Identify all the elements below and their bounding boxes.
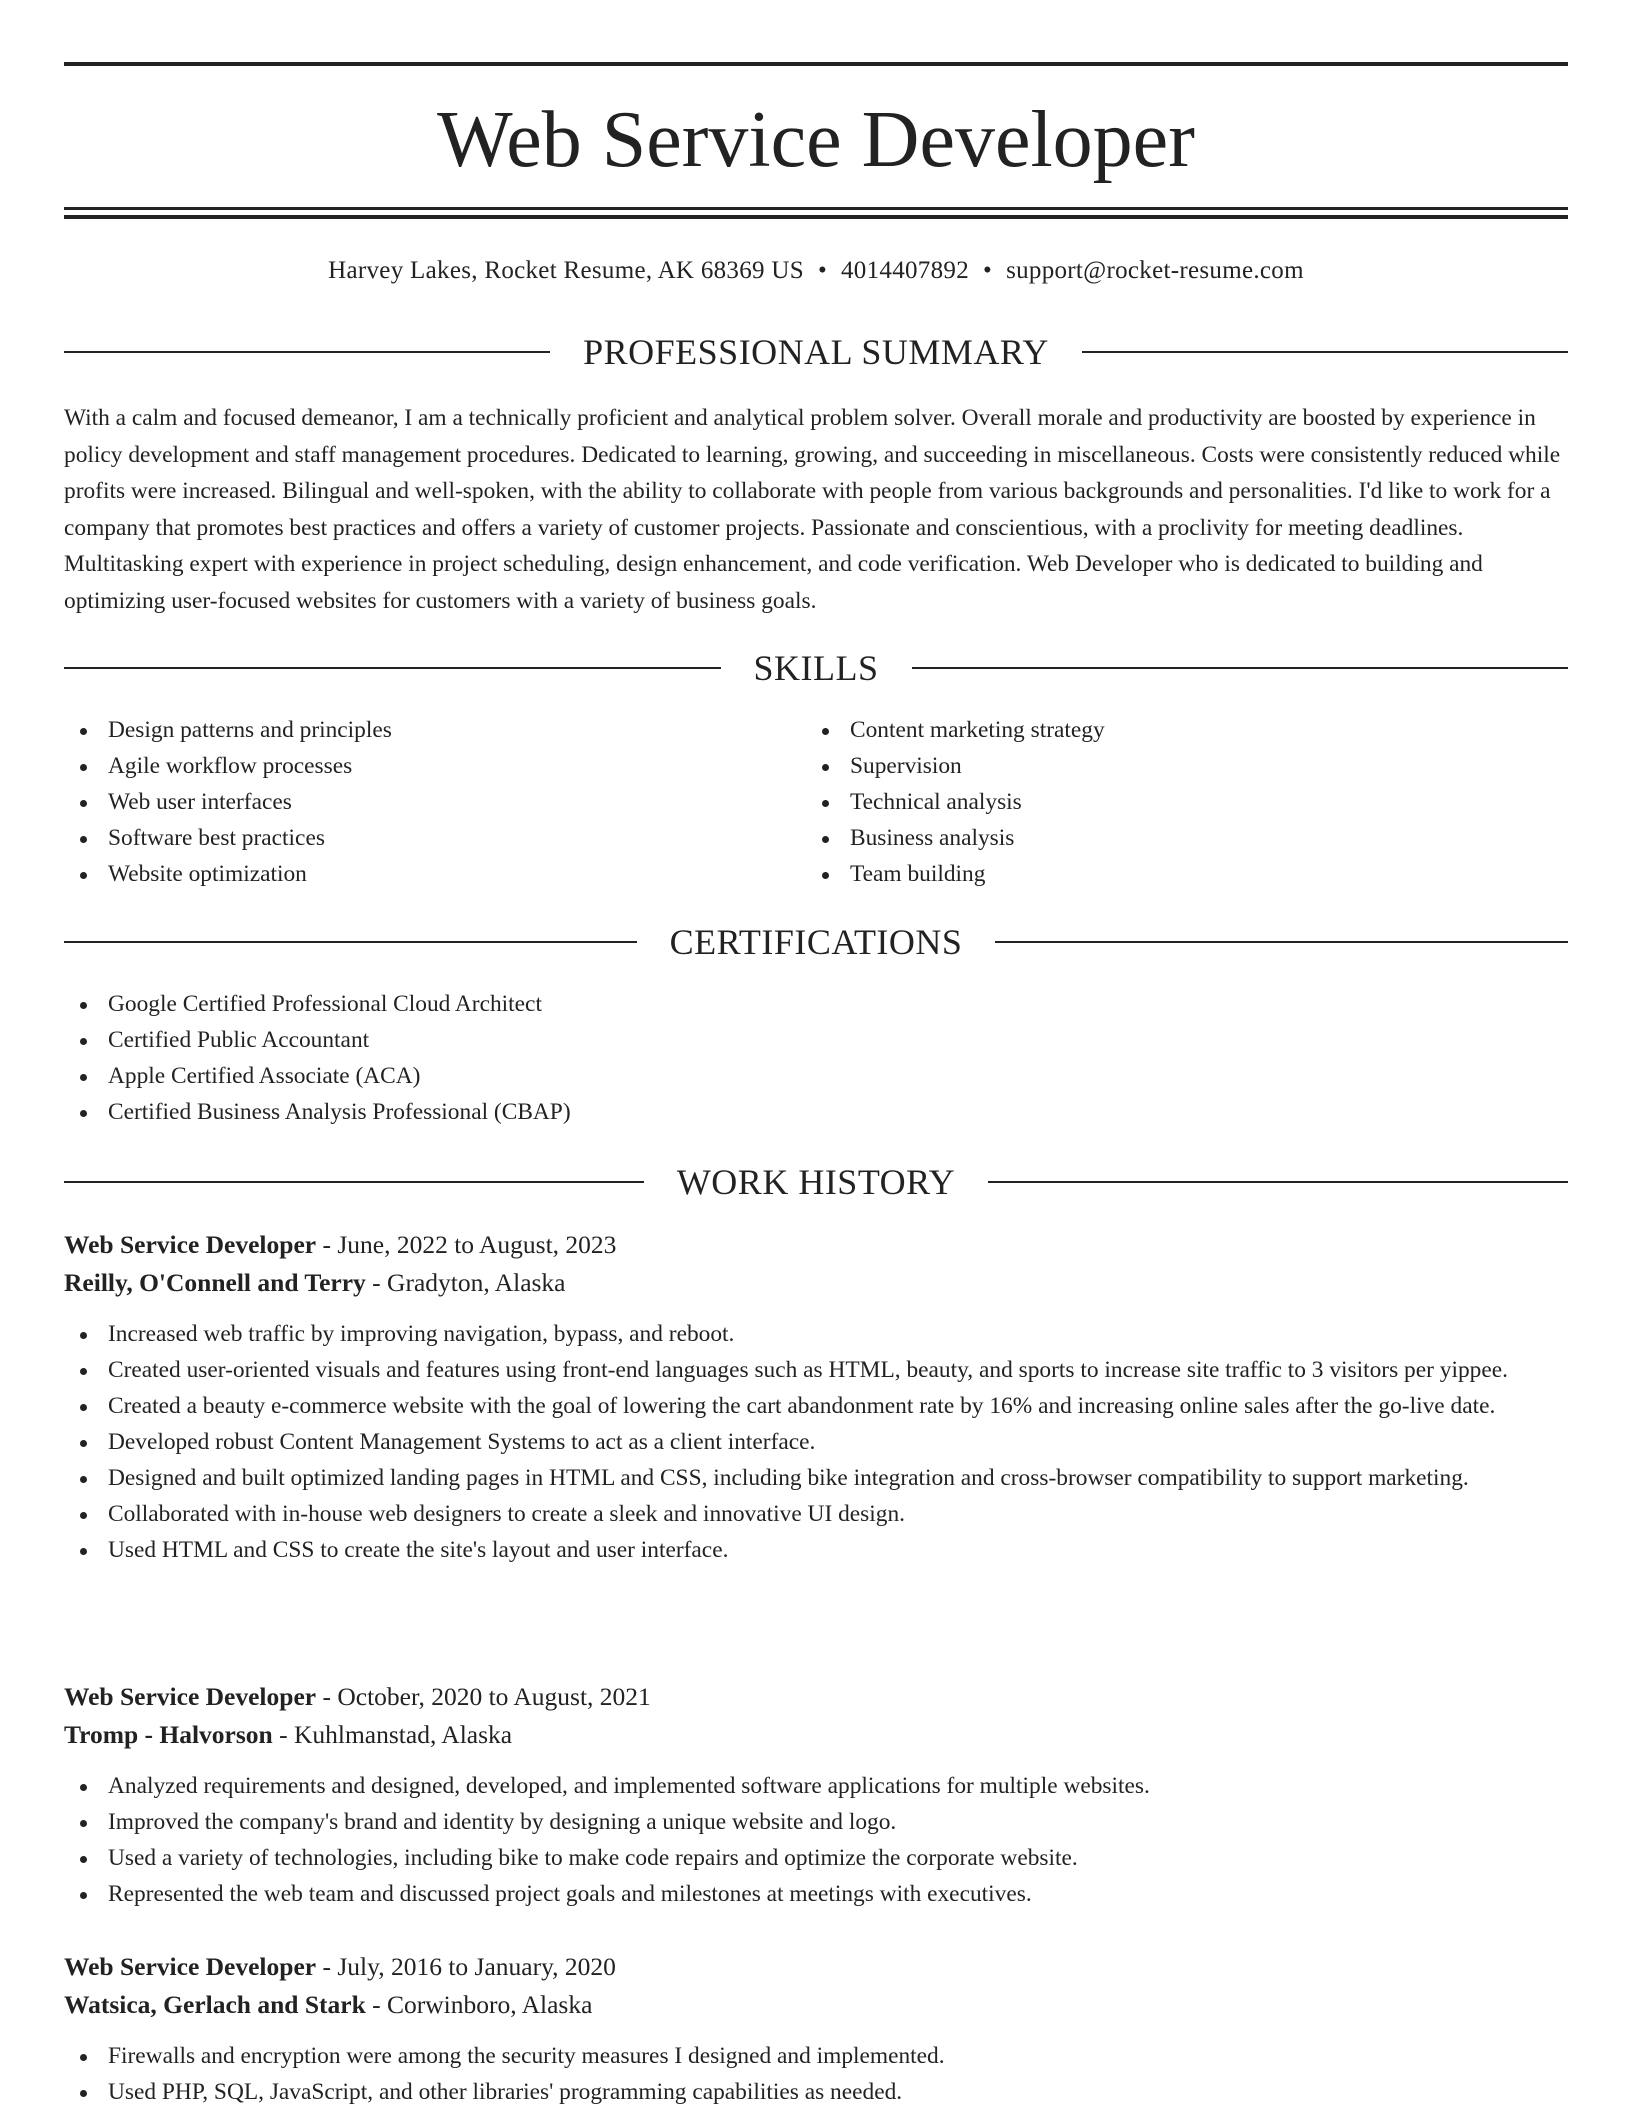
section-heading-skills	[64, 646, 1568, 690]
heading-rule	[912, 667, 1569, 669]
job-entry	[64, 1948, 1568, 2110]
job-title: Web Service Developer	[64, 1230, 317, 1259]
job-location: - Kuhlmanstad, Alaska	[279, 1720, 513, 1749]
job-title-line	[64, 1678, 1568, 1716]
certification-item: Apple Certified Associate (ACA)	[64, 1058, 1568, 1094]
job-entry	[64, 1226, 1568, 1568]
contact-phone: 4014407892	[841, 257, 969, 284]
heading-rule	[1082, 351, 1568, 353]
job-bullet: Designed and built optimized landing pages in HTML and CSS, including bike integration and cross-browser compatibility to support marketing.	[64, 1460, 1568, 1496]
job-company-line	[64, 1716, 1568, 1754]
heading-rule	[995, 941, 1568, 943]
job-title: Web Service Developer	[64, 1952, 317, 1981]
job-bullets	[64, 1316, 1568, 1568]
job-bullet: Represented the web team and discussed project goals and milestones at meetings with executives.	[64, 1876, 1568, 1912]
job-bullet: Created a beauty e-commerce website with the goal of lowering the cart abandonment rate by 16% and increasing online sales after the go-live date.	[64, 1388, 1568, 1424]
skills-list-right	[806, 712, 1546, 892]
job-bullet: Used HTML and CSS to create the site's layout and user interface.	[64, 1532, 1568, 1568]
certification-item: Certified Public Accountant	[64, 1022, 1568, 1058]
skill-item: Web user interfaces	[64, 784, 804, 820]
skill-item: Content marketing strategy	[806, 712, 1546, 748]
heading-rule	[64, 667, 721, 669]
skills-list-left	[64, 712, 804, 892]
contact-separator: •	[817, 257, 827, 284]
certification-item: Certified Business Analysis Professional (CBAP)	[64, 1094, 1568, 1130]
skill-item: Team building	[806, 856, 1546, 892]
job-title-line	[64, 1948, 1568, 1986]
skill-item: Business analysis	[806, 820, 1546, 856]
title-rule-upper	[64, 207, 1568, 210]
job-company: Watsica, Gerlach and Stark	[64, 1990, 366, 2019]
section-heading-certifications	[64, 920, 1568, 964]
heading-rule	[64, 351, 550, 353]
section-heading-summary	[64, 330, 1568, 374]
job-bullets	[64, 1768, 1568, 1912]
job-company-line	[64, 1264, 1568, 1302]
section-title: WORK HISTORY	[676, 1162, 956, 1202]
job-bullet: Firewalls and encryption were among the security measures I designed and implemented.	[64, 2038, 1568, 2074]
certification-item: Google Certified Professional Cloud Architect	[64, 986, 1568, 1022]
job-bullets	[64, 2038, 1568, 2110]
section-title: CERTIFICATIONS	[669, 922, 963, 962]
job-bullet: Used a variety of technologies, including bike to make code repairs and optimize the corporate website.	[64, 1840, 1568, 1876]
heading-rule	[64, 1181, 644, 1183]
summary-text: With a calm and focused demeanor, I am a technically proficient and analytical problem solver. Overall morale and productivity are boosted by experience in policy development and staff management procedures. Dedicated to learning, growing, and succeeding in miscellaneous. Costs were consistently reduced while profits were increased. Bilingual and well-spoken, with the ability to collaborate with people from various backgrounds and personalities. I'd like to work for a company that promotes best practices and offers a variety of customer projects. Passionate and conscientious, with a proclivity for meeting deadlines. Multitasking expert with experience in project scheduling, design enhancement, and code verification. Web Developer who is dedicated to building and optimizing user-focused websites for customers with a variety of business goals.	[64, 405, 1561, 614]
title-rule-lower	[64, 215, 1568, 219]
section-title: SKILLS	[753, 648, 879, 688]
top-rule	[64, 62, 1568, 66]
contact-address: Harvey Lakes, Rocket Resume, AK 68369 US	[328, 257, 804, 284]
job-dates: - October, 2020 to August, 2021	[322, 1682, 651, 1711]
job-company: Tromp - Halvorson	[64, 1720, 273, 1749]
skill-item: Software best practices	[64, 820, 804, 856]
job-company-line	[64, 1986, 1568, 2024]
job-bullet: Developed robust Content Management Systems to act as a client interface.	[64, 1424, 1568, 1460]
job-bullet: Created user-oriented visuals and features using front-end languages such as HTML, beauty, and sports to increase site traffic to 3 visitors per yippee.	[64, 1352, 1568, 1388]
contact-email: support@rocket-resume.com	[1006, 257, 1304, 284]
job-company: Reilly, O'Connell and Terry	[64, 1268, 366, 1297]
job-location: - Gradyton, Alaska	[372, 1268, 566, 1297]
job-bullet: Used PHP, SQL, JavaScript, and other libraries' programming capabilities as needed.	[64, 2074, 1568, 2110]
contact-line	[64, 253, 1568, 289]
resume-title: Web Service Developer	[437, 96, 1195, 184]
section-heading-work-history	[64, 1160, 1568, 1204]
job-dates: - July, 2016 to January, 2020	[322, 1952, 616, 1981]
job-bullet: Analyzed requirements and designed, developed, and implemented software applications for multiple websites.	[64, 1768, 1568, 1804]
section-title: PROFESSIONAL SUMMARY	[583, 332, 1049, 372]
job-location: - Corwinboro, Alaska	[372, 1990, 593, 2019]
job-bullet: Increased web traffic by improving navigation, bypass, and reboot.	[64, 1316, 1568, 1352]
job-bullet: Improved the company's brand and identity by designing a unique website and logo.	[64, 1804, 1568, 1840]
job-bullet: Collaborated with in-house web designers to create a sleek and innovative UI design.	[64, 1496, 1568, 1532]
certifications-list	[64, 986, 1568, 1130]
heading-rule	[988, 1181, 1568, 1183]
job-entry	[64, 1678, 1568, 1912]
heading-rule	[64, 941, 637, 943]
job-title: Web Service Developer	[64, 1682, 317, 1711]
skill-item: Agile workflow processes	[64, 748, 804, 784]
skill-item: Design patterns and principles	[64, 712, 804, 748]
job-title-line	[64, 1226, 1568, 1264]
skill-item: Supervision	[806, 748, 1546, 784]
skill-item: Website optimization	[64, 856, 804, 892]
job-dates: - June, 2022 to August, 2023	[322, 1230, 617, 1259]
contact-separator: •	[983, 257, 993, 284]
skill-item: Technical analysis	[806, 784, 1546, 820]
